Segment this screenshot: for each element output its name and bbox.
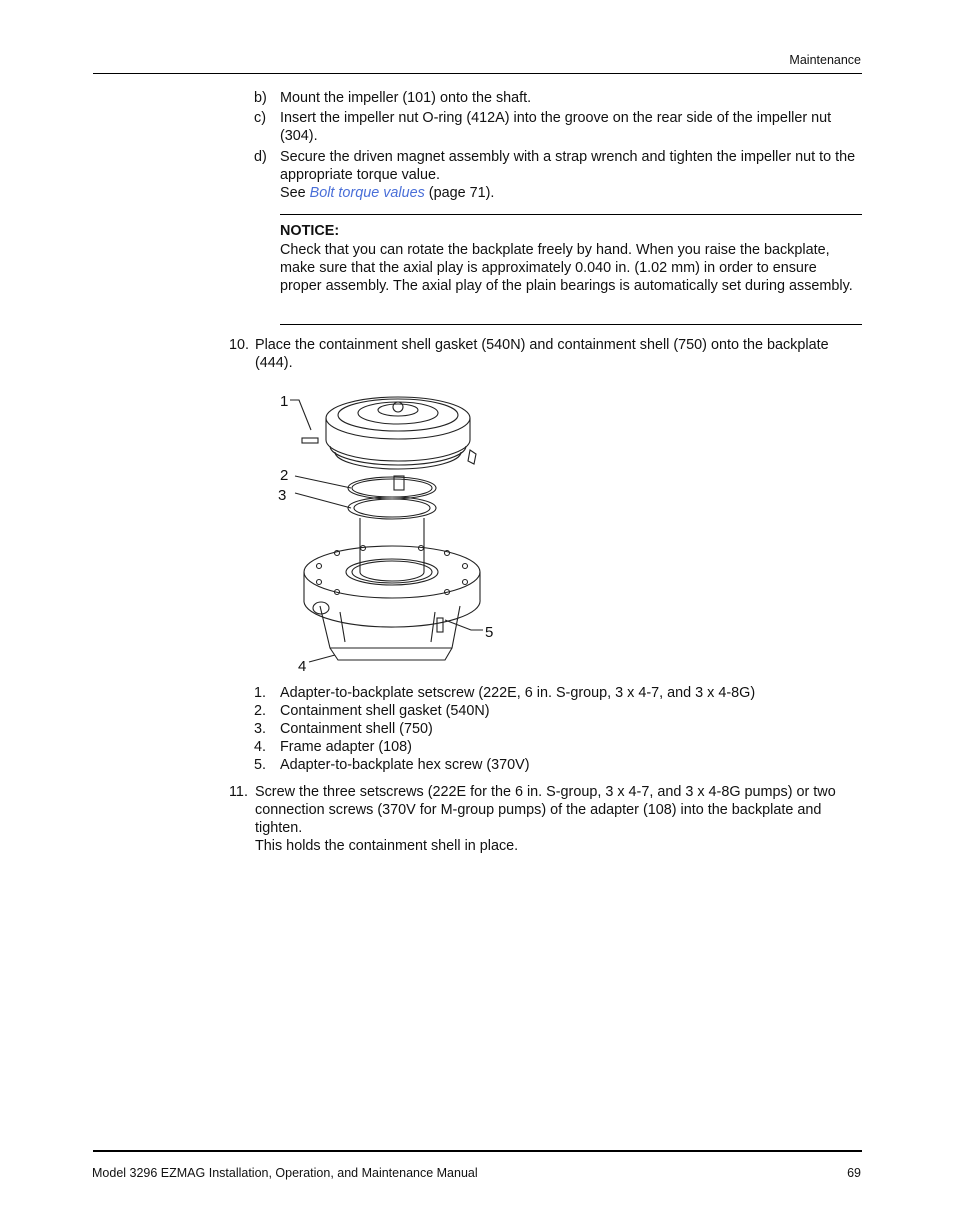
footer-manual-title: Model 3296 EZMAG Installation, Operation, and Maintenance Manual — [92, 1166, 478, 1180]
substep-text: Secure the driven magnet assembly with a strap wrench and tighten the impeller nut to the appropriate torque value. — [280, 149, 856, 183]
footer-rule — [93, 1150, 862, 1152]
bolt-torque-values-link[interactable]: Bolt torque values — [309, 185, 425, 201]
substep-text: Mount the impeller (101) onto the shaft. — [280, 90, 532, 106]
step-note: This holds the containment shell in place. — [255, 838, 519, 854]
step-number: 10. — [229, 337, 250, 353]
header-rule — [93, 73, 862, 74]
substep-text: Insert the impeller nut O-ring (412A) into the groove on the rear side of the impeller nut (304). — [280, 110, 832, 144]
substep-label: b) — [254, 90, 267, 106]
figure-callout-5: 5 — [485, 624, 494, 641]
step-number: 11. — [229, 784, 248, 800]
substep-label: c) — [254, 110, 266, 126]
figure-callout-4: 4 — [298, 658, 307, 675]
see-reference: See Bolt torque values (page 71). — [280, 185, 495, 201]
substep-d — [254, 148, 860, 202]
step-text: Screw the three setscrews (222E for the 6 in. S-group, 3 x 4-7, and 3 x 4-8G pumps) or two connection screws (370V for M-group pumps) of the adapter (108) into the backplate and tighten. — [255, 784, 836, 836]
notice-heading: NOTICE: — [280, 223, 340, 239]
figure-callout-3: 3 — [278, 487, 287, 504]
footer-page-number: 69 — [847, 1166, 861, 1180]
containment-shell-assembly-figure — [275, 380, 500, 675]
header-section-title: Maintenance — [789, 53, 861, 67]
step-10 — [229, 336, 863, 372]
figure-callout-2: 2 — [280, 467, 289, 484]
notice-body: Check that you can rotate the backplate freely by hand. When you raise the backplate, make sure that the axial play is approximately 0.040 in. (1.02 mm) in order to ensure proper assembly. The axial play of the plain bearings is automatically set during assembly. — [280, 242, 853, 294]
notice-box — [280, 214, 862, 325]
step-11 — [229, 783, 863, 855]
step-text: Place the containment shell gasket (540N) and containment shell (750) onto the backplate (444). — [255, 337, 829, 371]
substep-b — [254, 89, 860, 107]
substep-label: d) — [254, 149, 267, 165]
substep-c — [254, 109, 860, 145]
figure-callout-1: 1 — [280, 393, 289, 410]
